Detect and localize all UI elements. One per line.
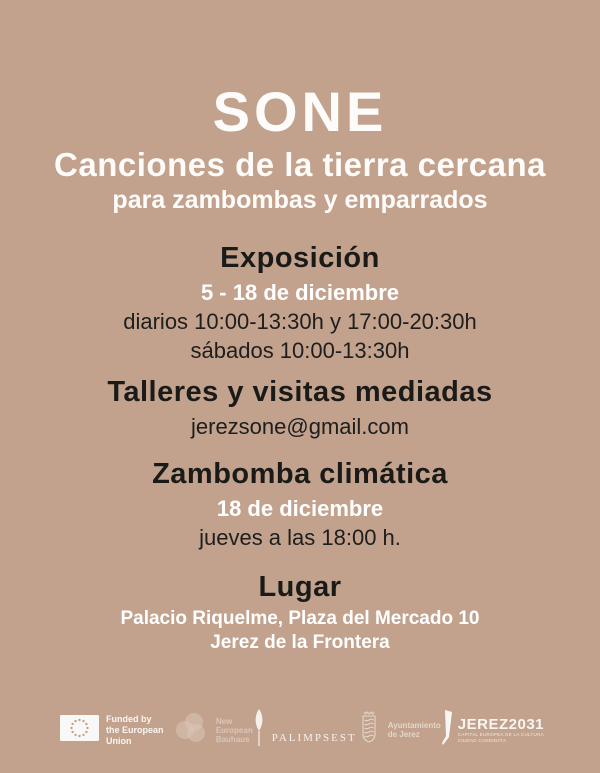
new-european-bauhaus-label: New European Bauhaus — [215, 716, 253, 744]
exposicion-heading: Exposición — [220, 242, 380, 274]
venue-city: Jerez de la Frontera — [210, 632, 390, 653]
section-lugar — [0, 570, 600, 655]
eu-funding-label: Funded by the European Union — [106, 713, 164, 746]
jerez2031-logo — [441, 709, 544, 752]
eu-funding-logo — [60, 714, 173, 747]
palimpsest-logo — [253, 708, 357, 753]
overlapping-circles-icon — [173, 710, 209, 751]
zambomba-date: 18 de diciembre — [216, 496, 384, 521]
section-zambomba — [0, 457, 600, 552]
contact-email: jerezsone@gmail.com — [191, 414, 409, 439]
crest-icon — [357, 710, 381, 751]
zambomba-time: jueves a las 18:00 h. — [199, 525, 401, 550]
ayuntamiento-jerez-logo — [357, 710, 441, 751]
lugar-heading: Lugar — [258, 571, 342, 603]
leaf-icon — [253, 708, 265, 753]
eu-flag-icon — [60, 715, 99, 746]
jerez2031-label-block: JEREZ2031 CAPITAL EUROPEA DE LA CULTURA CIUDAD CANDIDATA — [457, 716, 544, 743]
palimpsest-label: PALIMPSEST — [271, 732, 357, 744]
ayuntamiento-jerez-label: Ayuntamiento de Jerez — [387, 721, 441, 739]
exposicion-schedule-weekdays: diarios 10:00-13:30h y 17:00-20:30h — [123, 309, 477, 334]
venue-address: Palacio Riquelme, Plaza del Mercado 10 — [120, 608, 480, 629]
section-exposicion — [0, 241, 600, 365]
section-talleres — [0, 375, 600, 441]
new-european-bauhaus-logo — [173, 710, 253, 751]
poster-title: SONE — [212, 80, 388, 143]
zambomba-heading: Zambomba climática — [152, 458, 448, 490]
jerez2031-mark-icon — [441, 709, 454, 752]
poster-subtitle: Canciones de la tierra cercana — [54, 146, 546, 183]
exposicion-schedule-saturdays: sábados 10:00-13:30h — [190, 338, 410, 363]
talleres-heading: Talleres y visitas mediadas — [107, 376, 493, 408]
poster-subtitle-secondary: para zambombas y emparrados — [112, 186, 488, 214]
exposicion-dates: 5 - 18 de diciembre — [200, 280, 400, 305]
sponsor-logos-bar — [0, 697, 600, 773]
